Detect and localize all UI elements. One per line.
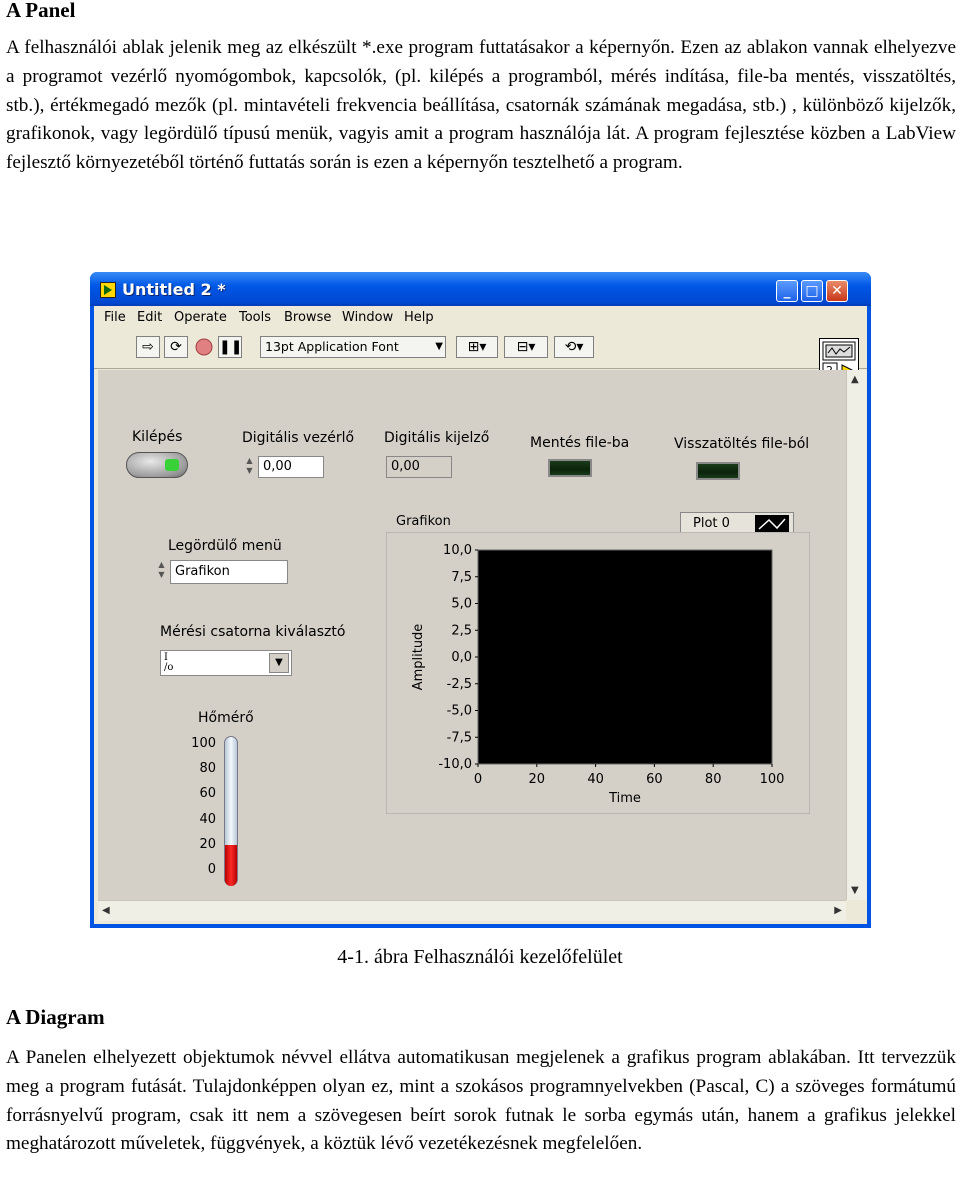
thermometer-tick-label: 20 <box>199 836 216 852</box>
chevron-down-icon[interactable]: ▼ <box>269 653 289 673</box>
io-channel-icon: I /o <box>164 652 174 673</box>
y-tick-label: 7,5 <box>451 569 472 585</box>
chevron-down-icon: ▼ <box>435 341 443 352</box>
scroll-left-icon[interactable]: ◀ <box>102 905 110 916</box>
pause-icon[interactable]: ❚❚ <box>218 336 242 358</box>
window-title: Untitled 2 * <box>122 280 226 299</box>
load-led <box>696 462 740 480</box>
thermometer-tick-label: 100 <box>191 736 216 751</box>
channel-selector[interactable] <box>160 650 292 676</box>
horizontal-scrollbar[interactable] <box>98 900 846 921</box>
thermometer-tick-label: 80 <box>199 761 216 777</box>
scroll-up-icon[interactable]: ▲ <box>851 374 859 385</box>
y-tick-label: 5,0 <box>451 596 472 612</box>
thermometer-label: Hőmérő <box>198 710 254 726</box>
menu-operate[interactable]: Operate <box>174 310 227 325</box>
scroll-down-icon[interactable]: ▼ <box>851 885 859 896</box>
y-tick-label: -7,5 <box>446 730 472 746</box>
x-tick-label: 100 <box>759 772 785 787</box>
ring-arrows-icon[interactable]: ▲ ▼ <box>158 560 165 579</box>
waveform-graph[interactable] <box>386 532 810 814</box>
close-button[interactable]: ✕ <box>826 280 848 302</box>
panel-heading: A Panel <box>6 0 76 22</box>
x-tick-label: 0 <box>473 772 483 787</box>
menu-browse[interactable]: Browse <box>284 310 332 325</box>
plot-legend-name: Plot 0 <box>693 516 730 531</box>
load-label: Visszatöltés file-ból <box>674 436 810 452</box>
align-objects-icon[interactable]: ⊞▾ <box>456 336 498 358</box>
save-led <box>548 459 592 477</box>
title-bar[interactable] <box>90 272 871 306</box>
window-client <box>94 306 867 924</box>
exit-label: Kilépés <box>132 429 183 445</box>
abort-icon[interactable] <box>192 336 216 358</box>
x-tick-label: 80 <box>704 772 722 787</box>
y-tick-label: 2,5 <box>451 623 472 639</box>
run-arrow-icon[interactable]: ⇨ <box>136 336 160 358</box>
scroll-right-icon[interactable]: ▶ <box>834 905 842 916</box>
y-tick-label: 0,0 <box>451 650 472 665</box>
labview-window <box>90 272 871 928</box>
menu-file[interactable]: File <box>104 310 126 325</box>
menu-bar <box>94 306 867 328</box>
dropdown-ring[interactable]: Grafikon <box>170 560 288 584</box>
digital-control-label: Digitális vezérlő <box>242 430 355 446</box>
digital-indicator-field: 0,00 <box>386 456 452 478</box>
minimize-button[interactable]: _ <box>776 280 798 302</box>
panel-paragraph: A felhasználói ablak jelenik meg az elkészült *.exe program futtatásakor a képernyőn. Ezen az ablakon vannak elhelyezve a programot vezérlő nyomógombok, kapcsolók, (pl. kilépés a programból, mérés indítása, file-ba mentés, visszatöltés, stb.), értékmegadó mezők (pl. mintavételi frekvencia beállítása, csatornák számának megadása, stb.) , különböző kijelzők, grafikonok, vagy legördülő típusú menük, vagyis amit a program használója lát. A program fejlesztése közben a LabView fejlesztő környezetéből történő futtatás során is ezen a képernyőn tesztelhető a program. <box>6 37 956 174</box>
reorder-icon[interactable]: ⟲▾ <box>554 336 594 358</box>
save-label: Mentés file-ba <box>530 435 630 451</box>
font-selector-value: 13pt Application Font <box>265 339 399 354</box>
y-tick-label: -10,0 <box>438 757 472 772</box>
diagram-heading: A Diagram <box>6 1005 105 1029</box>
plot-area <box>478 550 772 764</box>
maximize-button[interactable]: □ <box>801 280 823 302</box>
graph-label: Grafikon <box>396 514 451 529</box>
channel-label: Mérési csatorna kiválasztó <box>160 624 346 640</box>
thermometer-tick-label: 40 <box>199 811 216 827</box>
figure-caption: 4-1. ábra Felhasználói kezelőfelület <box>337 946 623 968</box>
thermometer-tick-label: 0 <box>207 862 216 877</box>
thermometer-level <box>225 845 237 886</box>
dropdown-label: Legördülő menü <box>168 538 282 554</box>
labview-vi-icon <box>100 282 116 298</box>
vertical-scrollbar[interactable] <box>846 370 866 900</box>
x-axis-label: Time <box>609 791 641 806</box>
increment-decrement-icon[interactable]: ▲ ▼ <box>246 456 253 475</box>
x-tick-label: 40 <box>587 772 604 787</box>
exit-button-light <box>165 459 179 471</box>
exit-button[interactable] <box>126 452 188 478</box>
x-tick-label: 20 <box>528 772 546 787</box>
plot-line-style-icon <box>755 515 789 533</box>
thermometer-tick-label: 60 <box>199 786 216 802</box>
y-tick-label: -2,5 <box>446 676 472 692</box>
y-tick-label: 10,0 <box>443 543 472 558</box>
digital-control-field[interactable]: 0,00 <box>258 456 324 478</box>
menu-edit[interactable]: Edit <box>137 310 163 325</box>
diagram-paragraph: A Panelen elhelyezett objektumok névvel ellátva automatikusan megjelenek a grafikus program ablakában. Itt tervezzük meg a program futását. Tulajdonképpen olyan ez, mint a szokásos programnyelvekben (Pascal, C) a szöveges formátumú forrásnyelvű program, csak itt nem a szövegesen beírt sorok futnak le sorba egymás után, hanem a grafikus jelekkel meghatározott műveletek, függvények, a köztük lévő vezetékezésnek megfelelően. <box>6 1047 956 1155</box>
x-tick-label: 60 <box>646 772 663 787</box>
y-axis-label: Amplitude <box>411 623 426 691</box>
toolbar <box>94 328 867 369</box>
distribute-objects-icon[interactable]: ⊟▾ <box>504 336 548 358</box>
run-continuously-icon[interactable]: ⟳ <box>164 336 188 358</box>
menu-window[interactable]: Window <box>342 310 394 325</box>
digital-indicator-label: Digitális kijelző <box>384 430 490 446</box>
menu-help[interactable]: Help <box>404 310 434 325</box>
menu-tools[interactable]: Tools <box>239 310 272 325</box>
font-selector[interactable] <box>260 336 446 358</box>
front-panel <box>98 370 846 900</box>
y-tick-label: -5,0 <box>446 703 472 719</box>
